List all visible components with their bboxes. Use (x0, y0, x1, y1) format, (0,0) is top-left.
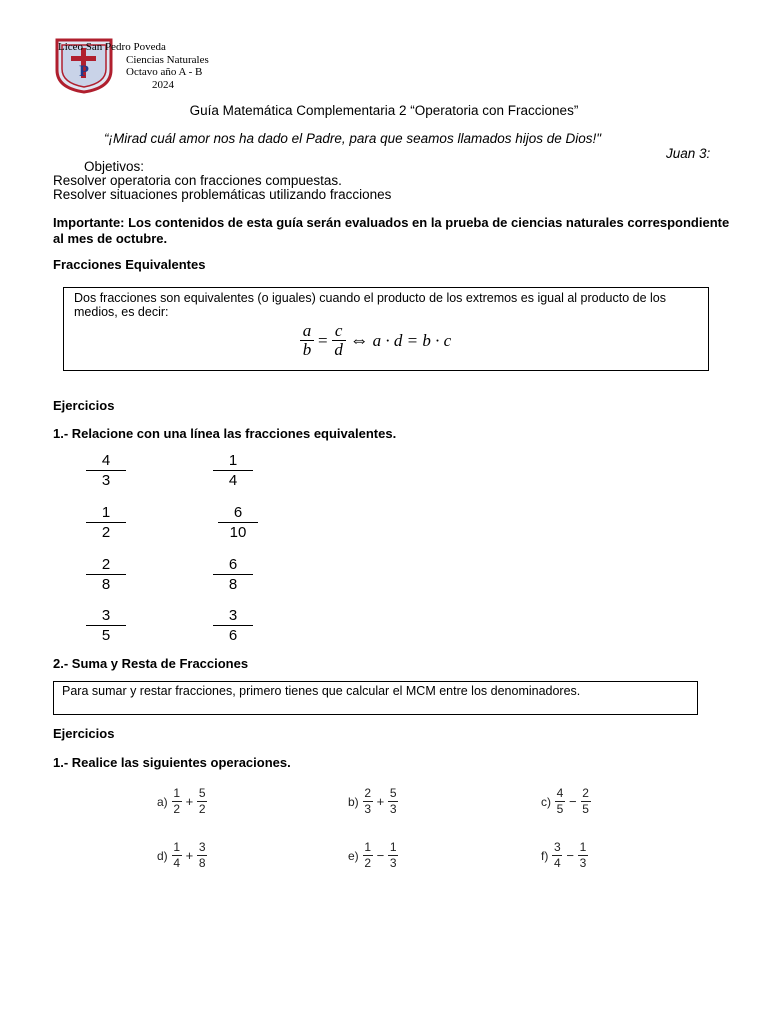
fraction: 1 2 (364, 840, 372, 870)
fraction: 5 2 (198, 786, 206, 816)
formula-equals: = (318, 330, 328, 350)
rule-text: Para sumar y restar fracciones, primero tienes que calcular el MCM entre los denominadores. (62, 684, 581, 698)
fraction: 1 3 (389, 840, 397, 870)
operation-item (157, 840, 207, 871)
fraction-left: 2 8 (86, 556, 126, 593)
svg-text:P: P (79, 63, 89, 80)
operation-item (348, 840, 398, 871)
operation-label: a) (157, 794, 168, 809)
operation-item (157, 786, 207, 817)
exercises-heading: Ejercicios (53, 726, 115, 741)
operation-item (541, 786, 591, 817)
exercise-instruction: 1.- Realice las siguientes operaciones. (53, 755, 291, 770)
fraction: 1 4 (173, 840, 181, 870)
quote-source: Juan 3: (666, 146, 711, 161)
fraction-left: 1 2 (86, 504, 126, 541)
fraction: 2 5 (582, 786, 589, 816)
fraction-right: 1 4 (213, 452, 253, 489)
operation-label: b) (348, 794, 359, 809)
operation-item (348, 786, 398, 817)
fraction-right: 6 10 (218, 504, 258, 541)
objective-item: Resolver situaciones problemáticas utilizando fracciones (53, 187, 392, 202)
operator-sign: + (185, 794, 194, 809)
fraction: 2 3 (364, 786, 372, 816)
operation-item (541, 840, 588, 871)
operation-label: f) (541, 848, 549, 863)
operator-sign: − (376, 848, 385, 863)
page-title: Guía Matemática Complementaria 2 “Operatoria con Fracciones” (189, 103, 579, 118)
operator-sign: − (566, 848, 574, 863)
subject: Ciencias Naturales (126, 53, 209, 66)
exercise-instruction: 1.- Relacione con una línea las fracciones equivalentes. (53, 426, 397, 441)
operator-sign: + (376, 794, 385, 809)
operation-label: d) (157, 848, 168, 863)
important-note: Importante: Los contenidos de esta guía serán evaluados en la prueba de ciencias naturales correspondiente al mes de octubre. (53, 215, 730, 246)
formula-rhs: a · d = b · c (372, 330, 452, 350)
fraction: 5 3 (389, 786, 397, 816)
year: 2024 (152, 78, 174, 91)
fraction: 3 4 (554, 840, 561, 870)
objective-item: Resolver operatoria con fracciones compuestas. (53, 173, 342, 188)
definition-text: Dos fracciones son equivalentes (o iguales) cuando el producto de los extremos es igual al producto de los medios, es decir: (74, 291, 667, 319)
fraction: 1 3 (579, 840, 587, 870)
operation-label: e) (348, 848, 359, 863)
operator-sign: − (569, 794, 577, 809)
fraction: 3 8 (198, 840, 206, 870)
fraction: 1 2 (173, 786, 181, 816)
fraction-right: 3 6 (213, 607, 253, 644)
operator-sign: + (185, 848, 194, 863)
exercises-heading: Ejercicios (53, 398, 115, 413)
rule-box (53, 681, 698, 715)
definition-box (63, 287, 709, 371)
formula-iff: ⇔ (349, 329, 369, 351)
objectives-heading: Objetivos: (84, 159, 145, 174)
school-name: Liceo San Pedro Poveda (58, 41, 166, 53)
fraction-left: 3 5 (86, 607, 126, 644)
formula-d: d (334, 340, 343, 359)
bible-quote: “¡Mirad cuál amor nos ha dado el Padre, para que seamos llamados hijos de Dios!" (104, 131, 602, 146)
fraction: 4 5 (556, 786, 564, 816)
course: Octavo año A - B (126, 66, 203, 78)
formula-a: a (302, 321, 312, 340)
school-header (58, 41, 209, 91)
formula-c: c (334, 321, 343, 340)
operation-label: c) (541, 794, 551, 809)
fraction-right: 6 8 (213, 556, 253, 593)
section-heading: 2.- Suma y Resta de Fracciones (53, 656, 249, 671)
formula-b: b (302, 340, 312, 359)
fraction-left: 4 3 (86, 452, 126, 489)
equivalence-formula (300, 322, 451, 359)
section-heading: Fracciones Equivalentes (53, 257, 206, 272)
